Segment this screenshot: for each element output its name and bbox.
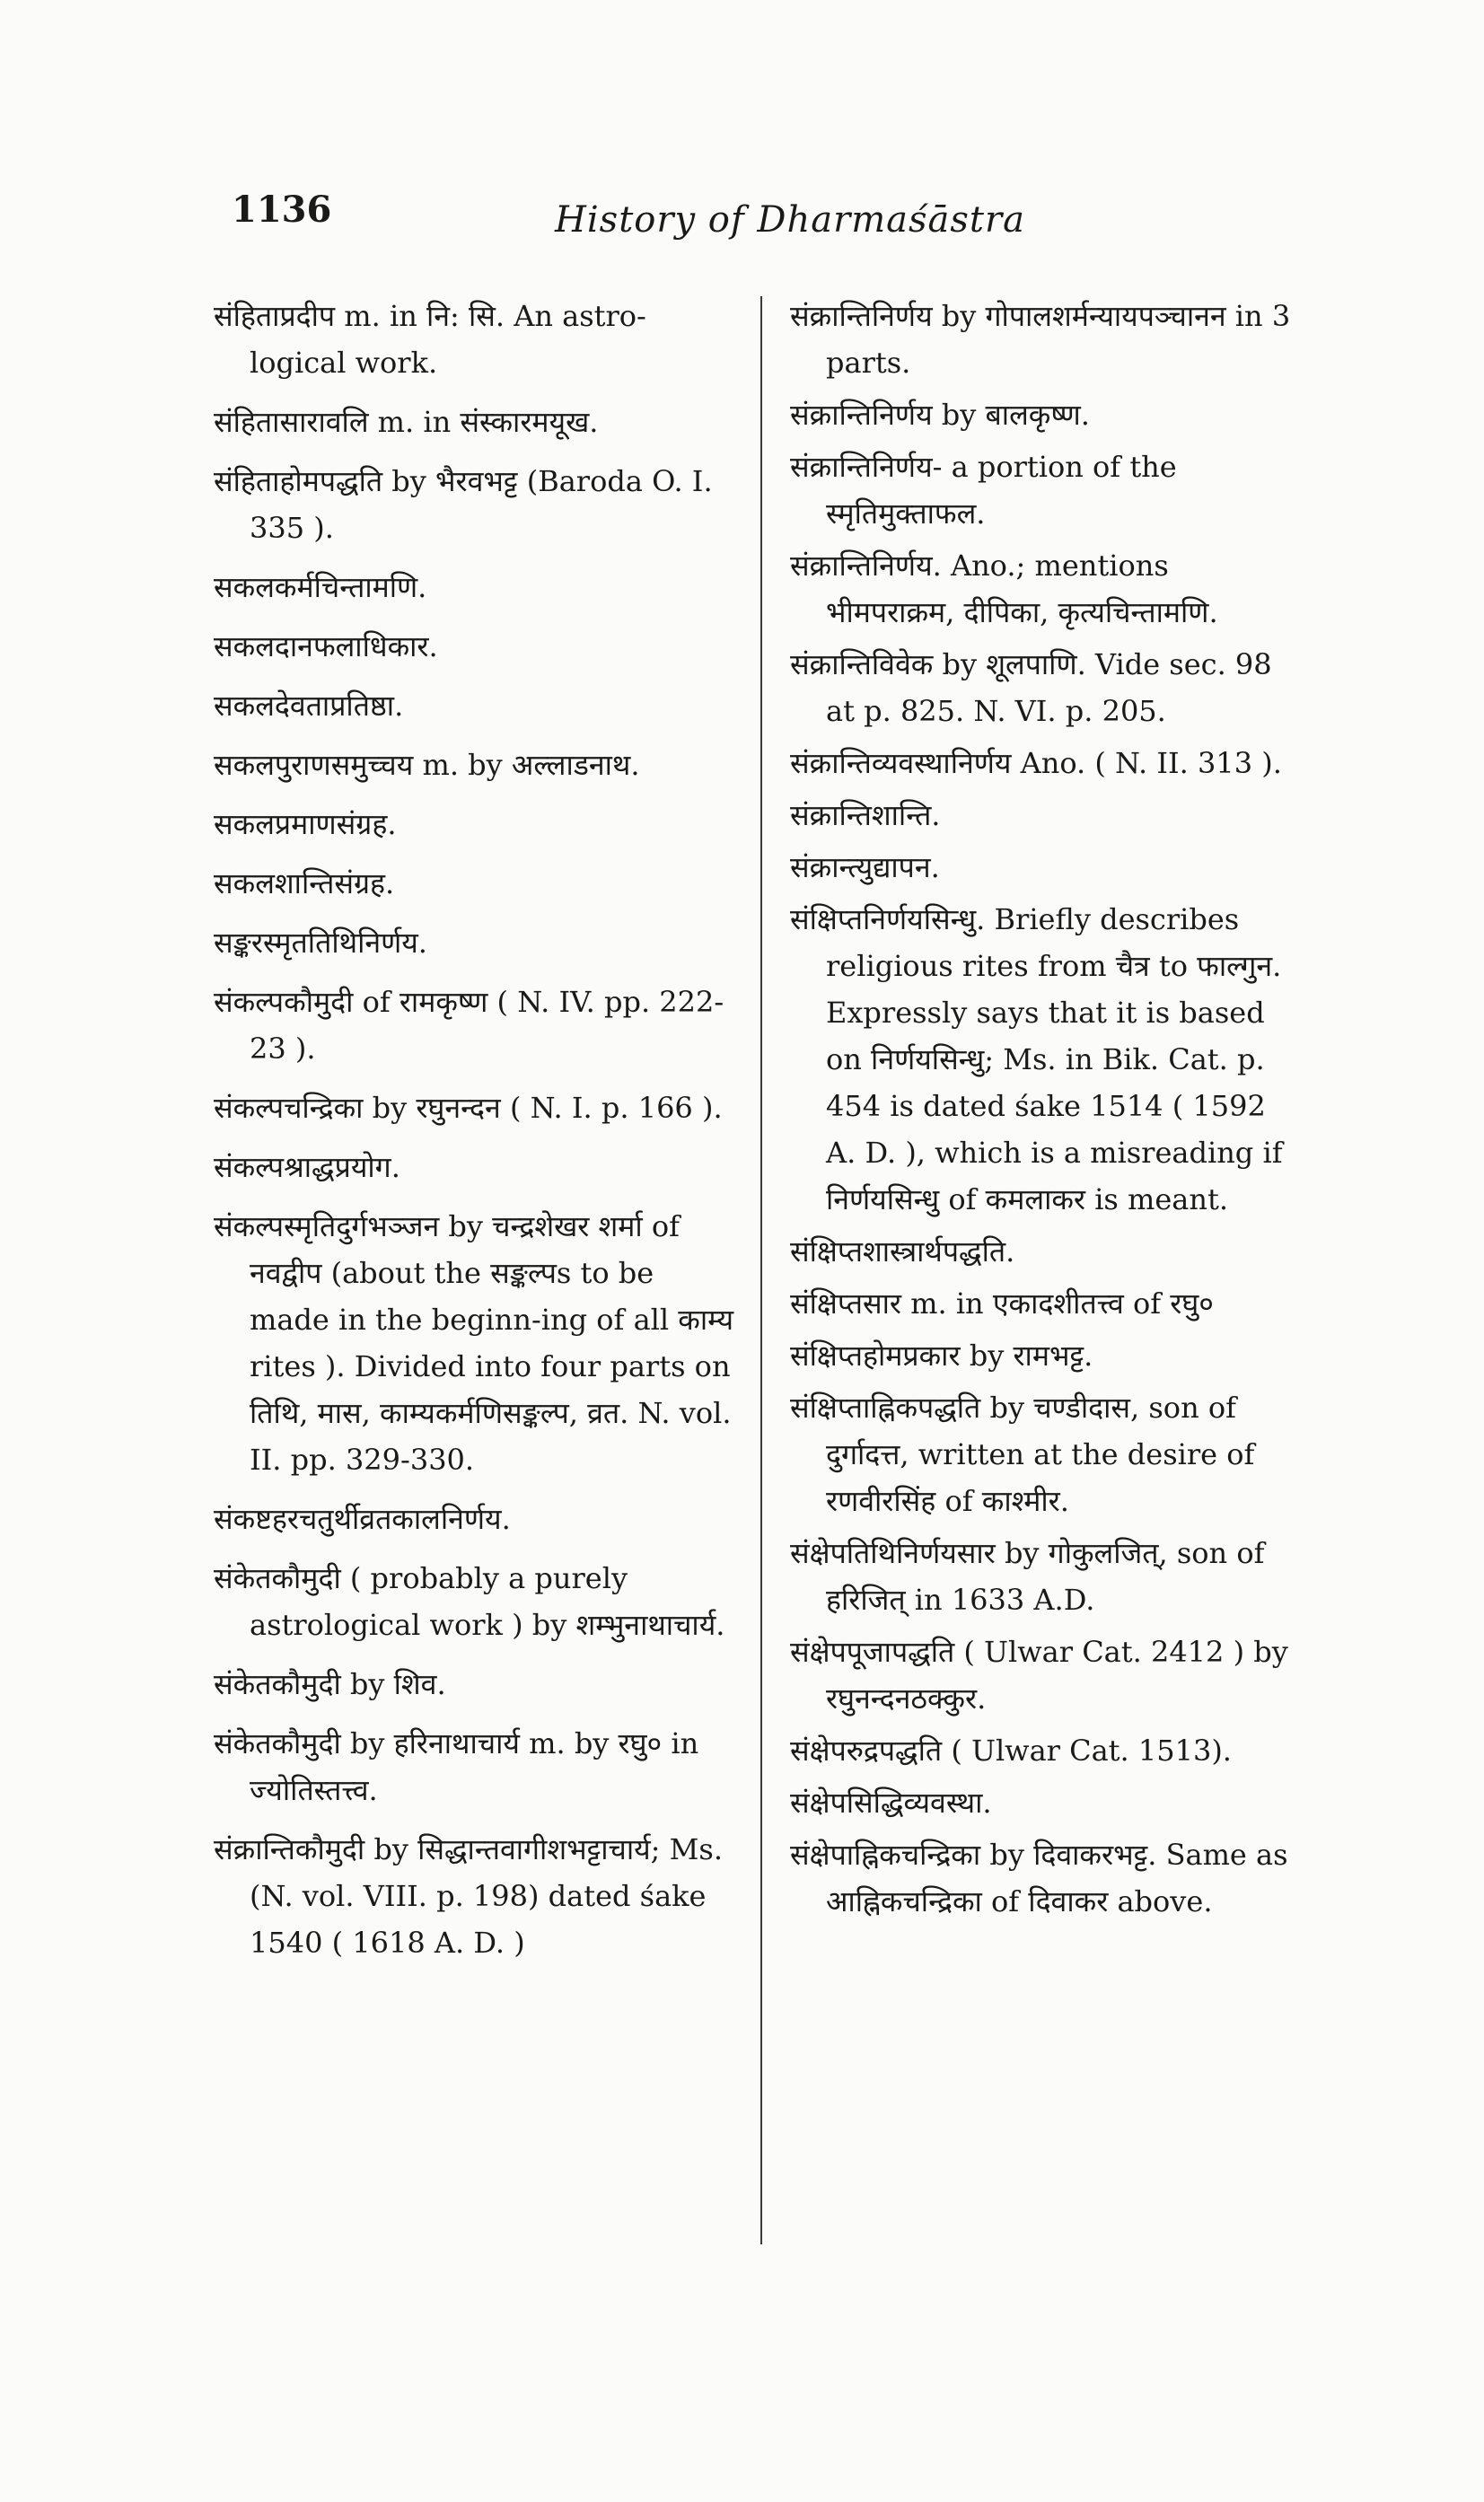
entry: संकेतकौमुदी by हरिनाथाचार्य m. by रघु० in ज्योतिस्तत्त्व. [214,1726,699,1807]
entry: संक्रान्तिनिर्णय by बालकृष्ण. [790,398,1090,432]
entry: संकेतकौमुदी ( probably a purely astrological work ) by शम्भुनाथाचार्य. [214,1561,725,1642]
entry: संकल्पकौमुदी of रामकृष्ण ( N. IV. pp. 222-23 ). [214,985,724,1066]
entry: संहितासारावलि m. in संस्कारमयूख. [214,405,599,439]
entry: संक्षिप्ताह्निकपद्धति by चण्डीदास, son of दुर्गादत्त, written at the desire of रणवीरसिंह of काश्मीर. [790,1391,1255,1518]
entry: संकेतकौमुदी by शिव. [214,1667,446,1701]
entry: सकलदेवताप्रतिष्ठा. [214,689,404,723]
entry: संक्रान्तिशान्ति. [790,798,941,832]
entry: संक्रान्त्युद्यापन. [790,850,940,884]
entry: संक्षिप्तहोमप्रकार by रामभट्ट. [790,1339,1093,1373]
entry: संहिताहोमपद्धति by भैरवभट्ट (Baroda O. I. 335 ). [214,464,713,545]
entry: संहिताप्रदीप m. in नि: सि. An astro-logical work. [214,299,646,380]
entry: संक्षिप्तसार m. in एकादशीतत्त्व of रघु० [790,1286,1214,1321]
entry: संकल्पस्मृतिदुर्गभञ्जन by चन्द्रशेखर शर्मा of नवद्वीप (about the सङ्कल्पs to be made in the beginn-ing of all काम्य rites ). Divided into four parts on तिथि, मास, काम्यकर्मणिसङ्कल्प, व्रत. N. vol. II. pp. 329-330. [214,1209,734,1477]
entry: संक्षेपसिद्धिव्यवस्था. [790,1786,992,1820]
entry: सकलपुराणसमुच्चय m. by अल्लाडनाथ. [214,748,640,782]
right-column [790,293,1298,1930]
entry: संक्रान्तिनिर्णय- a portion of the स्मृतिमुक्ताफल. [790,450,1177,531]
entry: संकल्पचन्द्रिका by रघुनन्दन ( N. I. p. 166 ). [214,1091,723,1125]
entry: संक्रान्तिविवेक by शूलपाणि. Vide sec. 98 at p. 825. N. VI. p. 205. [790,647,1272,728]
entry: संक्षेपतिथिनिर्णयसार by गोकुलजित्, son of हरिजित् in 1633 A.D. [790,1536,1265,1617]
entry: संक्रान्तिनिर्णय by गोपालशर्मन्यायपञ्चानन in 3 parts. [790,299,1291,380]
entry: संक्षेपरुद्रपद्धति ( Ulwar Cat. 1513). [790,1734,1232,1768]
entry: सङ्करस्मृततिथिनिर्णय. [214,926,427,960]
entry: संक्षेपपूजापद्धति ( Ulwar Cat. 2412 ) by रघुनन्दनठक्कुर. [790,1635,1288,1716]
entry: संक्रान्तिनिर्णय. Ano.; mentions भीमपराक्रम, दीपिका, कृत्यचिन्तामणि. [790,549,1218,629]
entry: संक्रान्तिव्यवस्थानिर्णय Ano. ( N. II. 313 ). [790,746,1282,780]
entry: संक्षिप्तशास्त्रार्थपद्धति. [790,1234,1015,1269]
entry: संक्षेपाह्निकचन्द्रिका by दिवाकरभट्ट. Same as आह्निकचन्द्रिका of दिवाकर above. [790,1838,1288,1918]
column-divider [760,296,762,2244]
entry: संक्षिप्तनिर्णयसिन्धु. Briefly describes religious rites from चैत्र to फाल्गुन. Expressly says that it is based on निर्णयसिन्धु; Ms. in Bik. Cat. p. 454 is dated śake 1514 ( 1592 A. D. ), which is a misreading if निर्णयसिन्धु of कमलाकर is meant. [790,902,1283,1216]
entry: सकलप्रमाणसंग्रह. [214,807,397,841]
entry: संक्रान्तिकौमुदी by सिद्धान्तवागीशभट्टाचार्य; Ms. (N. vol. VIII. p. 198) dated śake 1540 ( 1618 A. D. ) [214,1832,723,1960]
entry: सकलशान्तिसंग्रह. [214,866,395,900]
entry: संकल्पश्राद्धप्रयोग. [214,1150,400,1184]
running-title: History of Dharmaśāstra [555,199,1025,241]
entry: सकलदानफलाधिकार. [214,629,438,663]
entry: सकलकर्मचिन्तामणि. [214,570,427,604]
page-number: 1136 [232,189,332,231]
left-column [214,293,734,1979]
entry: संकष्टहरचतुर्थीव्रतकालनिर्णय. [214,1502,511,1536]
